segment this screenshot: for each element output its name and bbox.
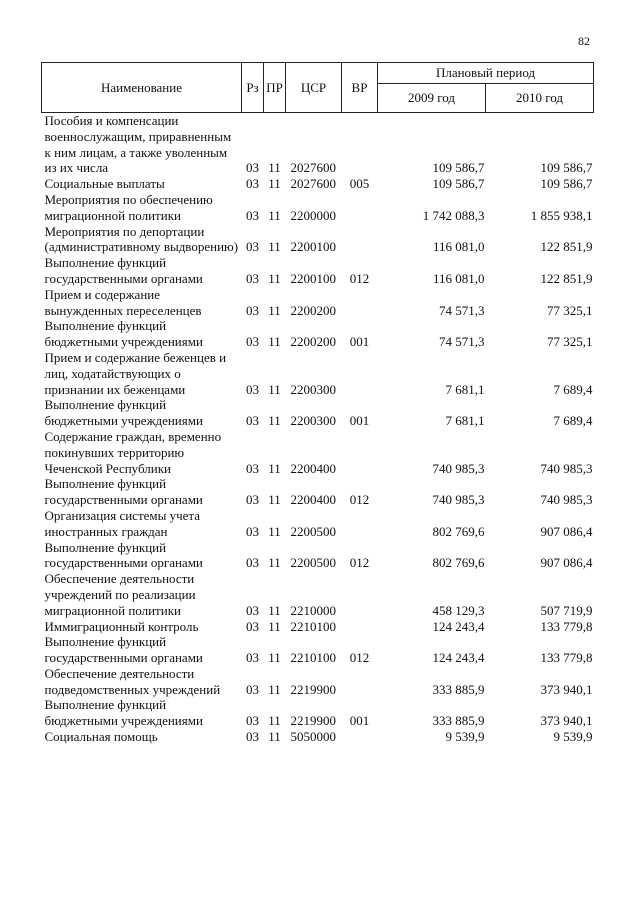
row-value-2009: 802 769,6 <box>432 523 485 539</box>
row-pr: 11 <box>268 650 281 666</box>
row-value-2009: 116 081,0 <box>432 239 485 255</box>
row-vr <box>342 350 378 397</box>
row-value-2010: 7 689,4 <box>553 381 593 397</box>
row-pr: 11 <box>268 523 281 539</box>
row-vr <box>342 508 378 540</box>
table-row <box>42 350 594 397</box>
row-name: Выполнение функций бюджетными учреждениями <box>44 318 203 350</box>
row-value-2010: 907 086,4 <box>540 523 593 539</box>
row-value-2009: 74 571,3 <box>439 334 485 350</box>
row-name: Организация системы учета иностранных граждан <box>44 507 201 539</box>
row-value-2009: 740 985,3 <box>432 492 485 508</box>
table-row <box>42 729 594 745</box>
table-body <box>42 113 594 745</box>
row-pr: 11 <box>268 270 281 286</box>
row-rz: 03 <box>246 302 259 318</box>
row-vr: 005 <box>349 176 370 192</box>
row-vr <box>342 429 378 476</box>
row-value-2010: 9 539,9 <box>553 729 593 745</box>
row-name: Мероприятия по депортации (административному выдворению) <box>44 223 239 255</box>
row-name: Прием и содержание беженцев и лиц, ходатайствующих о признании их беженцами <box>44 349 227 397</box>
row-value-2010: 740 985,3 <box>540 460 593 476</box>
row-value-2009: 124 243,4 <box>432 618 485 634</box>
row-value-2010: 109 586,7 <box>540 176 593 192</box>
table-row <box>42 176 594 192</box>
row-value-2010: 77 325,1 <box>547 302 593 318</box>
row-vr: 012 <box>349 492 370 508</box>
row-rz: 03 <box>246 160 259 176</box>
table-row <box>42 255 594 287</box>
row-vr: 001 <box>349 334 370 350</box>
row-csr: 2219900 <box>290 713 336 729</box>
row-pr: 11 <box>268 618 281 634</box>
row-value-2010: 7 689,4 <box>553 413 593 429</box>
row-vr <box>342 666 378 698</box>
row-csr: 2200400 <box>290 492 336 508</box>
header-period: Плановый период <box>378 63 594 84</box>
row-csr: 2210100 <box>290 650 336 666</box>
page-number: 82 <box>578 34 590 48</box>
row-value-2010: 122 851,9 <box>540 270 593 286</box>
row-value-2009: 7 681,1 <box>445 413 485 429</box>
row-pr: 11 <box>268 681 281 697</box>
row-pr: 11 <box>268 160 281 176</box>
row-csr: 2210100 <box>290 618 336 634</box>
row-name: Иммиграционный контроль <box>44 618 199 634</box>
row-value-2009: 740 985,3 <box>432 460 485 476</box>
row-csr: 2200100 <box>290 270 336 286</box>
row-vr <box>342 729 378 745</box>
row-pr: 11 <box>268 729 281 745</box>
row-pr: 11 <box>268 239 281 255</box>
row-value-2010: 1 855 938,1 <box>530 207 593 223</box>
header-rz: Рз <box>242 63 264 113</box>
table-row <box>42 113 594 177</box>
row-csr: 2200400 <box>290 460 336 476</box>
row-name: Выполнение функций бюджетными учреждениями <box>44 397 203 429</box>
table-row <box>42 634 594 666</box>
row-value-2009: 802 769,6 <box>432 555 485 571</box>
row-pr: 11 <box>268 713 281 729</box>
row-pr: 11 <box>268 207 281 223</box>
row-rz: 03 <box>246 602 259 618</box>
row-rz: 03 <box>246 334 259 350</box>
table-row <box>42 508 594 540</box>
row-vr <box>342 192 378 224</box>
table-row <box>42 287 594 319</box>
row-csr: 2200200 <box>290 302 336 318</box>
row-csr: 2027600 <box>290 176 336 192</box>
row-rz: 03 <box>246 523 259 539</box>
row-csr: 2200300 <box>290 381 336 397</box>
row-pr: 11 <box>268 413 281 429</box>
table-row <box>42 540 594 572</box>
row-rz: 03 <box>246 270 259 286</box>
row-pr: 11 <box>268 381 281 397</box>
row-value-2009: 9 539,9 <box>445 729 485 745</box>
table-row <box>42 619 594 635</box>
row-name: Выполнение функций государственными органами <box>44 476 203 508</box>
row-vr: 012 <box>349 650 370 666</box>
table-row <box>42 476 594 508</box>
row-name: Обеспечение деятельности подведомственных учреждений <box>44 665 221 697</box>
row-rz: 03 <box>246 650 259 666</box>
row-name: Пособия и компенсации военнослужащим, приравненным к ним лицам, а также уволенным из их числа <box>44 113 232 176</box>
row-csr: 2200500 <box>290 523 336 539</box>
row-csr: 2200100 <box>290 239 336 255</box>
row-name: Обеспечение деятельности учреждений по реализации миграционной политики <box>44 571 196 618</box>
row-rz: 03 <box>246 492 259 508</box>
row-value-2009: 1 742 088,3 <box>422 207 485 223</box>
row-pr: 11 <box>268 602 281 618</box>
row-name: Социальные выплаты <box>44 176 165 192</box>
row-vr <box>342 287 378 319</box>
row-rz: 03 <box>246 239 259 255</box>
row-name: Прием и содержание вынужденных переселенцев <box>44 286 202 318</box>
row-name: Выполнение функций государственными органами <box>44 539 203 571</box>
row-value-2009: 116 081,0 <box>432 270 485 286</box>
header-name: Наименование <box>42 63 242 113</box>
row-rz: 03 <box>246 713 259 729</box>
row-vr: 012 <box>349 270 370 286</box>
row-vr <box>342 571 378 618</box>
header-year-2009: 2009 год <box>378 84 486 113</box>
row-pr: 11 <box>268 176 281 192</box>
table-row <box>42 429 594 476</box>
row-value-2010: 373 940,1 <box>540 681 593 697</box>
row-name: Мероприятия по обеспечению миграционной политики <box>44 191 213 223</box>
table-row <box>42 666 594 698</box>
row-rz: 03 <box>246 729 259 745</box>
row-value-2010: 373 940,1 <box>540 713 593 729</box>
row-pr: 11 <box>268 460 281 476</box>
row-rz: 03 <box>246 207 259 223</box>
row-value-2010: 122 851,9 <box>540 239 593 255</box>
row-name: Социальная помощь <box>44 729 158 745</box>
row-value-2009: 109 586,7 <box>432 176 485 192</box>
row-pr: 11 <box>268 555 281 571</box>
row-vr: 001 <box>349 713 370 729</box>
header-pr: ПР <box>264 63 286 113</box>
row-pr: 11 <box>268 492 281 508</box>
row-vr <box>342 113 378 177</box>
row-rz: 03 <box>246 413 259 429</box>
row-csr: 2200500 <box>290 555 336 571</box>
row-name: Выполнение функций государственными органами <box>44 255 203 286</box>
row-csr: 2200200 <box>290 334 336 350</box>
header-year-2010: 2010 год <box>486 84 594 113</box>
row-rz: 03 <box>246 618 259 634</box>
row-vr <box>342 224 378 256</box>
row-value-2010: 109 586,7 <box>540 160 593 176</box>
row-pr: 11 <box>268 302 281 318</box>
row-csr: 2200000 <box>290 207 336 223</box>
row-rz: 03 <box>246 555 259 571</box>
row-vr: 012 <box>349 555 370 571</box>
row-value-2010: 133 779,8 <box>540 618 593 634</box>
table-row <box>42 397 594 429</box>
row-value-2009: 74 571,3 <box>439 302 485 318</box>
table-header <box>42 63 594 113</box>
row-rz: 03 <box>246 176 259 192</box>
row-rz: 03 <box>246 381 259 397</box>
header-vr: ВР <box>342 63 378 113</box>
header-csr: ЦСР <box>286 63 342 113</box>
row-value-2009: 333 885,9 <box>432 713 485 729</box>
row-value-2009: 458 129,3 <box>432 602 485 618</box>
table-row <box>42 571 594 618</box>
row-rz: 03 <box>246 681 259 697</box>
row-csr: 2210000 <box>290 602 336 618</box>
row-pr: 11 <box>268 334 281 350</box>
row-rz: 03 <box>246 460 259 476</box>
row-value-2009: 333 885,9 <box>432 681 485 697</box>
table-row <box>42 697 594 729</box>
row-name: Содержание граждан, временно покинувших территорию Чеченской Республики <box>44 428 222 476</box>
row-value-2009: 7 681,1 <box>445 381 485 397</box>
table-row <box>42 192 594 224</box>
row-csr: 2027600 <box>290 160 336 176</box>
table-row <box>42 224 594 256</box>
row-value-2010: 907 086,4 <box>540 555 593 571</box>
row-value-2009: 124 243,4 <box>432 650 485 666</box>
row-value-2009: 109 586,7 <box>432 160 485 176</box>
row-csr: 5050000 <box>290 729 336 745</box>
row-csr: 2219900 <box>290 681 336 697</box>
row-name: Выполнение функций бюджетными учреждениями <box>44 697 203 729</box>
row-value-2010: 740 985,3 <box>540 492 593 508</box>
row-value-2010: 507 719,9 <box>540 602 593 618</box>
table-row <box>42 318 594 350</box>
row-value-2010: 77 325,1 <box>547 334 593 350</box>
row-name: Выполнение функций государственными органами <box>44 634 203 666</box>
budget-table <box>41 62 594 745</box>
row-csr: 2200300 <box>290 413 336 429</box>
row-value-2010: 133 779,8 <box>540 650 593 666</box>
row-vr: 001 <box>349 413 370 429</box>
row-vr <box>342 619 378 635</box>
